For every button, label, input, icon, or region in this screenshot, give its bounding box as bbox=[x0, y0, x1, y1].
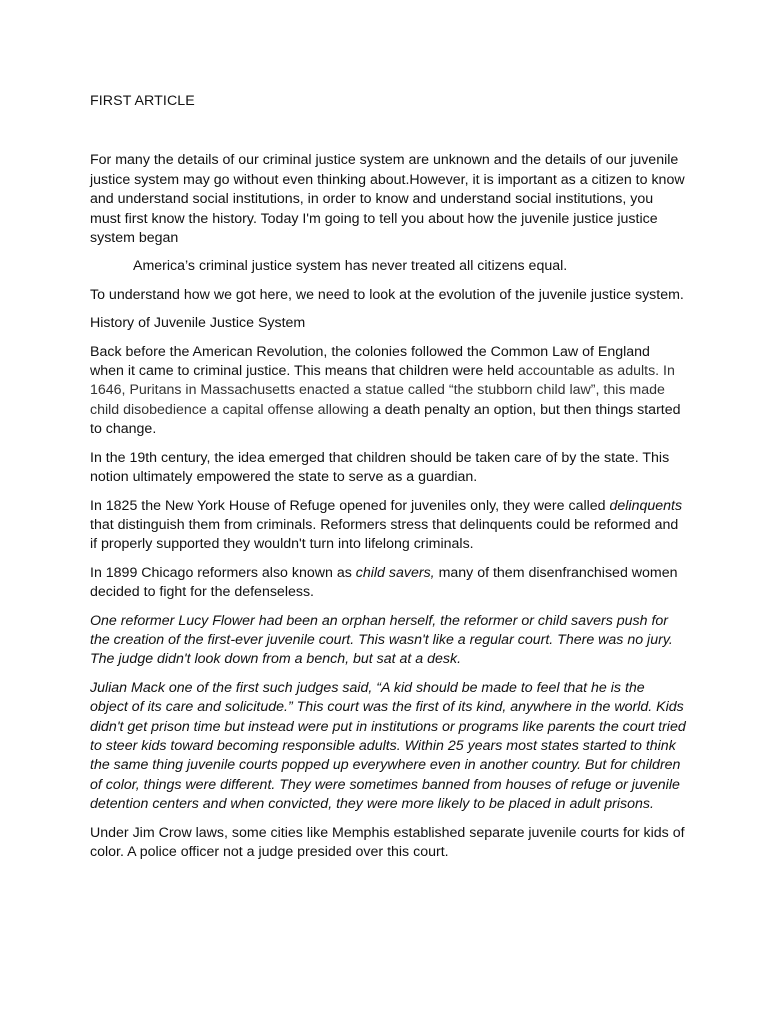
section-heading-history: History of Juvenile Justice System bbox=[90, 315, 306, 332]
document-body bbox=[90, 92, 686, 871]
paragraph-lucy-flower: One reformer Lucy Flower had been an orphan herself, the reformer or child savers push for the creation of the first-ever juvenile court. This wasn't like a regular court. There was no jury. The judge didn't look down from a bench, but sat at a desk. bbox=[90, 612, 673, 668]
paragraph-19th-century: In the 19th century, the idea emerged that children should be taken care of by the state. This notion ultimately empowered the state to serve as a guardian. bbox=[90, 449, 670, 486]
paragraph-common-law-part-3: a death penalty an option, but then things started to change. bbox=[90, 401, 681, 438]
paragraph-child-savers bbox=[90, 564, 686, 603]
term-delinquents: delinquents bbox=[609, 497, 683, 514]
paragraph-common-law bbox=[90, 343, 686, 440]
paragraph-common-law-part-1: Back before the American Revolution, the colonies followed the Common Law of England when it came to criminal justice. This means that children were held bbox=[90, 343, 650, 380]
paragraph-evolution: To understand how we got here, we need to look at the evolution of the juvenile justice system. bbox=[90, 286, 684, 303]
paragraph-julian-mack: Julian Mack one of the first such judges said, “A kid should be made to feel that he is the object of its care and solicitude.” This court was the first of its kind, anywhere in the world. Kids didn't get prison time but instead were put in institutions or programs like parents the court tried to steer kids toward becoming responsible adults. Within 25 years most states started to think the same thing juvenile courts popped up everywhere even in another country. But for children of color, things were different. They were sometimes banned from houses of refuge or juvenile detention centers and when convicted, they were more likely to be placed in adult prisons. bbox=[90, 679, 686, 813]
paragraph-house-of-refuge-part-1: In 1825 the New York House of Refuge opened for juveniles only, they were called bbox=[90, 497, 610, 514]
paragraph-child-savers-part-1: In 1899 Chicago reformers also known as bbox=[90, 564, 356, 581]
paragraph-house-of-refuge bbox=[90, 497, 686, 555]
article-title: FIRST ARTICLE bbox=[90, 93, 195, 109]
term-child-savers: child savers, bbox=[355, 564, 435, 581]
paragraph-house-of-refuge-part-2: that distinguish them from criminals. Reformers stress that delinquents could be reformed and if properly supported they wouldn't turn into lifelong criminals. bbox=[90, 516, 679, 553]
paragraph-thesis: America’s criminal justice system has never treated all citizens equal. bbox=[133, 258, 568, 275]
paragraph-intro: For many the details of our criminal justice system are unknown and the details of our juvenile justice system may go without even thinking about.However, it is important as a citizen to know and understand social institutions, in order to know and understand social institutions, you must first know the history. Today I'm going to tell you about how the juvenile justice justice system began bbox=[90, 152, 685, 247]
paragraph-common-law-part-2: accountable as adults. In 1646, Puritans in Massachusetts enacted a statue called “the stubborn child law”, this made child disobedience a capital offense allowing bbox=[90, 363, 675, 418]
paragraph-jim-crow: Under Jim Crow laws, some cities like Memphis established separate juvenile courts for kids of color. A police officer not a judge presided over this court. bbox=[90, 824, 685, 860]
paragraph-child-savers-part-2: many of them disenfranchised women decided to fight for the defenseless. bbox=[90, 564, 678, 601]
